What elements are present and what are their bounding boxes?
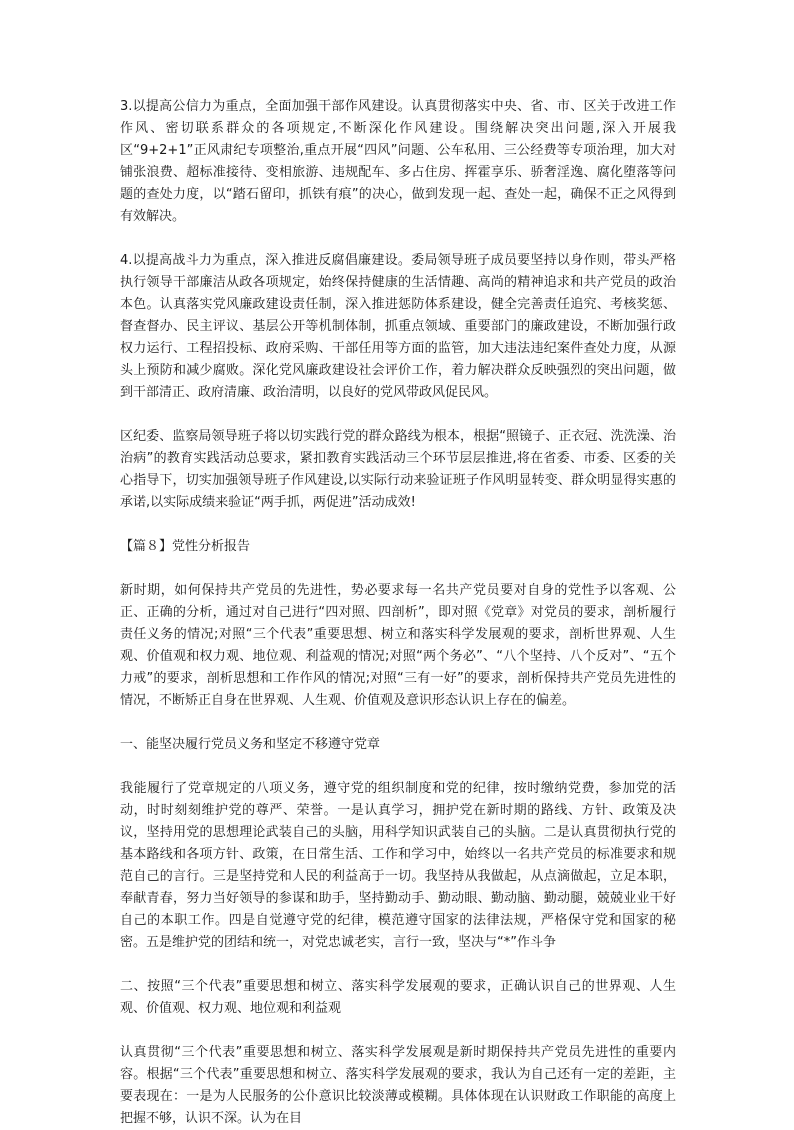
paragraph-worldview: 认真贯彻“三个代表”重要思想和树立、落实科学发展观是新时期保持共产党员先进性的重要内容。根据“三个代表”重要思想和树立、落实科学发展观的要求，我认为自己还有一定的差距，主要表现在：一是为人民服务的公仆意识比较淡薄或模糊。具体体现在认识财政工作职能的高度上把握不够，认识不深。认为在目: [120, 1045, 676, 1126]
paragraph-4: 4.以提高战斗力为重点，深入推进反腐倡廉建设。委局领导班子成员要坚持以身作则，带头严格执行领导干部廉洁从政各项规定，始终保持健康的生活情趣、高尚的精神追求和共产党员的政治本色。认真落实党风廉政建设责任制，深入推进惩防体系建设，健全完善责任追究、考核奖惩、督查督办、民主评议、基层公开等机制体制，抓重点领域、重要部门的廉政建设，不断加强行政权力运行、工程招投标、政府采购、干部任用等方面的监管，加大违法违纪案件查处力度，从源头上预防和减少腐败。深化党风廉政建设社会评价工作，着力解决群众反映强烈的突出问题，做到干部清正、政府清廉、政治清明，以良好的党风带政风促民风。: [120, 253, 676, 400]
section-title: 【篇８】党性分析报告: [120, 539, 251, 554]
paragraph-intro: 新时期，如何保持共产党员的先进性，势必要求每一名共产党员要对自身的党性予以客观、公正、正确的分析，通过对自己进行“四对照、四剖析”，即对照《党章》对党员的要求，剖析履行责任义务的情况;对照“三个代表”重要思想、树立和落实科学发展观的要求，剖析世界观、人生观、价值观和权力观、地位观、利益观的情况;对照“两个务必”、“八个坚持、八个反对”、“五个力戒”的要求，剖析思想和工作作风的情况;对照“三有一好”的要求，剖析保持共产党员先进性的情况，不断矫正自身在世界观、人生观、价值观及意识形态认识上存在的偏差。: [120, 583, 676, 708]
heading-one: 一、能坚决履行党员义务和坚定不移遵守党章: [120, 737, 381, 752]
paragraph-duties: 我能履行了党章规定的八项义务，遵守党的组织制度和党的纪律，按时缴纳党费，参加党的活动，时时刻刻维护党的尊严、荣誉。一是认真学习，拥护党在新时期的路线、方针、政策及决议，坚持用党的思想理论武装自己的头脑，用科学知识武装自己的头脑。二是认真贯彻执行党的基本路线和各项方针、政策，在日常生活、工作和学习中，始终以一名共产党员的标准要求和规范自己的言行。三是坚持党和人民的利益高于一切。我坚持从我做起，从点滴做起，立足本职，奉献青春，努力当好领导的参谋和助手，坚持勤动手、勤动眼、勤动脑、勤动腿，兢兢业业干好自己的本职工作。四是自觉遵守党的纪律，模范遵守国家的法律法规，严格保守党和国家的秘密。五是维护党的团结和统一，对党忠诚老实，言行一致，坚决与“*”作斗争: [120, 781, 676, 950]
paragraph-summary: 区纪委、监察局领导班子将以切实践行党的群众路线为根本，根据“照镜子、正衣冠、洗洗澡、治治病”的教育实践活动总要求，紧扣教育实践活动三个环节层层推进,将在省委、市委、区委的关心指导下，切实加强领导班子作风建设,以实际行动来验证班子作风明显转变、群众明显得实惠的承诺,以实际成绩来验证“两手抓，两促进”活动成效!: [120, 429, 676, 510]
heading-two: 二、按照“三个代表”重要思想和树立、落实科学发展观的要求，正确认识自己的世界观、人生观、价值观、权力观、地位观和利益观: [120, 979, 676, 1016]
paragraph-3: 3.以提高公信力为重点，全面加强干部作风建设。认真贯彻落实中央、省、市、区关于改进工作作风、密切联系群众的各项规定,不断深化作风建设。围绕解决突出问题,深入开展我区“9+2+1”正风肃纪专项整治,重点开展“四风”问题、公车私用、三公经费等专项治理，加大对铺张浪费、超标准接待、变相旅游、违规配车、多占住房、挥霍享乐、骄奢淫逸、腐化堕落等问题的查处力度，以“踏石留印，抓铁有痕”的决心，做到发现一起、查处一起，确保不正之风得到有效解决。: [120, 99, 676, 224]
document-page: [120, 96, 676, 1130]
